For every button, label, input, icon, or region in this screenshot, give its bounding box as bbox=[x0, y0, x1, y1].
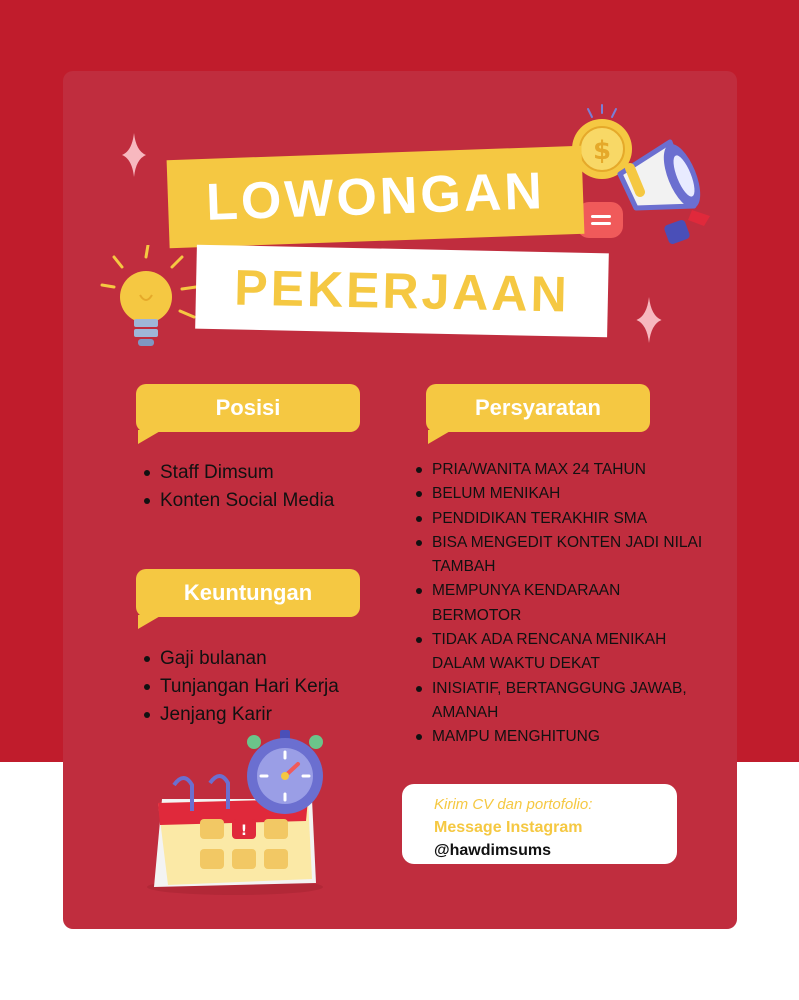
posisi-list bbox=[144, 459, 334, 515]
list-item: TIDAK ADA RENCANA MENIKAH DALAM WAKTU DEKAT bbox=[416, 628, 706, 677]
sparkle-icon bbox=[636, 297, 662, 343]
list-item: PENDIDIKAN TERAKHIR SMA bbox=[416, 507, 706, 531]
list-item: PRIA/WANITA MAX 24 TAHUN bbox=[416, 458, 706, 482]
list-item: Gaji bulanan bbox=[144, 645, 339, 673]
contact-box bbox=[402, 784, 677, 864]
lightbulb-icon bbox=[100, 245, 200, 355]
stopwatch-icon bbox=[240, 728, 330, 818]
list-item: MAMPU MENGHITUNG bbox=[416, 725, 706, 749]
list-item: BELUM MENIKAH bbox=[416, 482, 706, 506]
persyaratan-list bbox=[416, 458, 706, 750]
list-item: Jenjang Karir bbox=[144, 701, 339, 729]
list-item: Tunjangan Hari Kerja bbox=[144, 673, 339, 701]
svg-text:$: $ bbox=[592, 136, 612, 166]
title-line-2: PEKERJAAN bbox=[233, 259, 571, 323]
keuntungan-label bbox=[136, 569, 360, 617]
list-item: Konten Social Media bbox=[144, 487, 334, 515]
list-item: INISIATIF, BERTANGGUNG JAWAB, AMANAH bbox=[416, 677, 706, 726]
chat-bubble-icon bbox=[577, 202, 625, 242]
persyaratan-label bbox=[426, 384, 650, 432]
title-banner-2 bbox=[195, 245, 609, 338]
persyaratan-label-text: Persyaratan bbox=[475, 395, 601, 420]
list-item: Staff Dimsum bbox=[144, 459, 334, 487]
list-item: MEMPUNYA KENDARAAN BERMOTOR bbox=[416, 579, 706, 628]
contact-method: Message Instagram bbox=[434, 819, 583, 836]
sparkle-icon bbox=[122, 133, 146, 177]
list-item: BISA MENGEDIT KONTEN JADI NILAI TAMBAH bbox=[416, 531, 706, 580]
keuntungan-list bbox=[144, 645, 339, 729]
posisi-label-text: Posisi bbox=[215, 395, 281, 420]
title-banner-1 bbox=[167, 146, 585, 248]
svg-text:!: ! bbox=[240, 823, 248, 839]
contact-instruction: Kirim CV dan portofolio: bbox=[434, 796, 593, 813]
instagram-handle: @hawdimsums bbox=[434, 842, 551, 859]
keuntungan-label-text: Keuntungan bbox=[183, 580, 313, 605]
title-line-1: LOWONGAN bbox=[205, 162, 546, 232]
posisi-label bbox=[136, 384, 360, 432]
